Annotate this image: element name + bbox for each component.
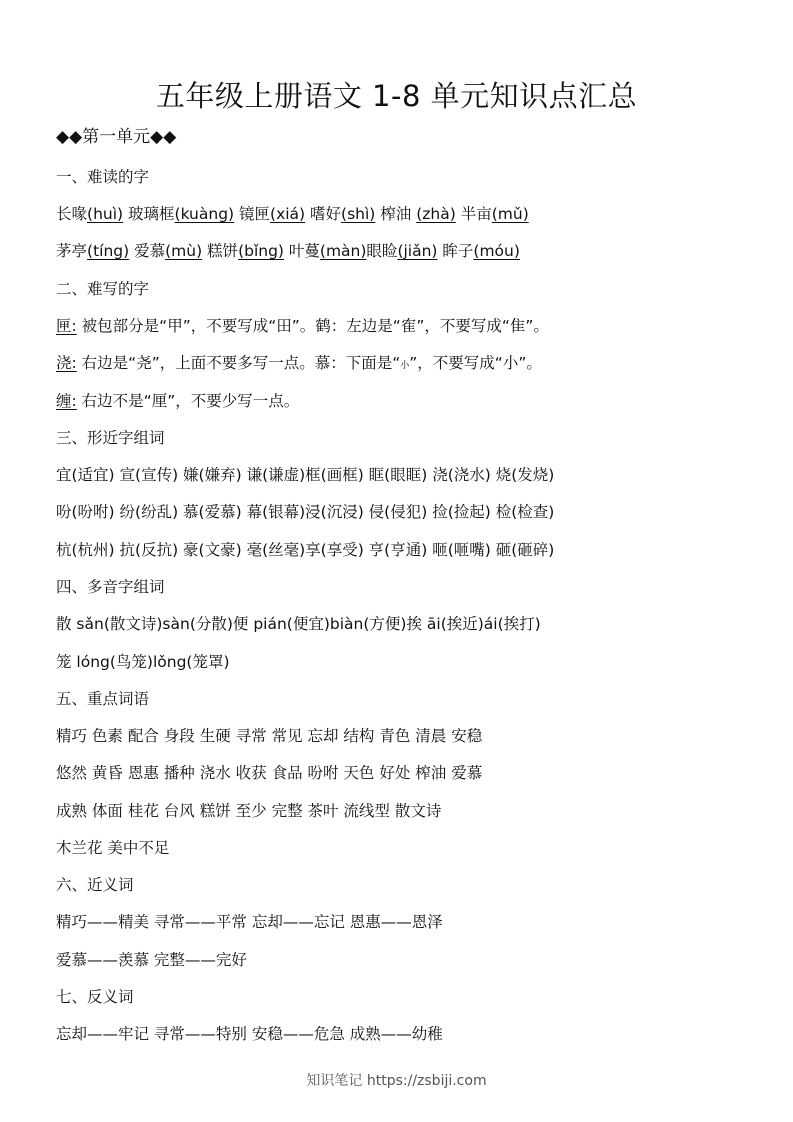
similar-chars-row-3: 杭(杭州) 抗(反抗) 豪(文豪) 毫(丝毫)享(享受) 亨(亨通) 咂(咂嘴) 砸(砸碎): [56, 541, 555, 559]
synonyms-row-1: 精巧——精美 寻常——平常 忘却——忘记 恩惠——恩泽: [56, 913, 443, 931]
page-footer: 知识笔记 https://zsbiji.com: [306, 1073, 487, 1089]
hard-to-write-row-1: 匣: 被包部分是“甲”，不要写成“田”。鹤：左边是“隺”，不要写成“隹”。: [56, 317, 549, 335]
section-heading-synonyms: 六、近义词: [56, 876, 134, 894]
key-words-row-2: 悠然 黄昏 恩惠 播种 浇水 收获 食品 吩咐 天色 好处 榨油 爱慕: [56, 764, 483, 782]
hard-to-write-row-3: 缠: 右边不是“厘”，不要少写一点。: [56, 392, 300, 410]
hard-to-read-row-2: 茅亭(tíng) 爱慕(mù) 糕饼(bǐng) 叶蔓(màn)眼睑(jiǎn) 眸子(móu): [56, 242, 520, 260]
hard-to-read-row-1: 长喙(huì) 玻璃框(kuàng) 镜匣(xiá) 嗜好(shì) 榨油 (zhà) 半亩(mǔ): [56, 205, 529, 223]
synonyms-row-2: 爱慕——羡慕 完整——完好: [56, 951, 247, 969]
section-heading-hard-to-read: 一、难读的字: [56, 168, 150, 186]
polyphones-row-2: 笼 lóng(鸟笼)lǒng(笼罩): [56, 653, 230, 671]
unit-heading: ◆◆第一单元◆◆: [56, 127, 177, 147]
section-heading-similar-chars: 三、形近字组词: [56, 429, 165, 447]
similar-chars-row-2: 吩(吩咐) 纷(纷乱) 慕(爱慕) 幕(银幕)浸(沉浸) 侵(侵犯) 捡(捡起) 检(检查): [56, 503, 555, 521]
section-heading-polyphones: 四、多音字组词: [56, 578, 165, 596]
page-title: 五年级上册语文 1-8 单元知识点汇总: [155, 79, 638, 113]
section-heading-antonyms: 七、反义词: [56, 988, 134, 1006]
section-heading-key-words: 五、重点词语: [56, 690, 150, 708]
hard-to-write-row-2: 浇: 右边是“尧”，上面不要多写一点。慕：下面是“小”，不要写成“小”。: [56, 354, 542, 372]
similar-chars-row-1: 宜(适宜) 宣(宣传) 嫌(嫌弃) 谦(谦虚)框(画框) 眶(眼眶) 浇(浇水) 烧(发烧): [56, 466, 555, 484]
section-heading-hard-to-write: 二、难写的字: [56, 280, 150, 298]
key-words-row-4: 木兰花 美中不足: [56, 839, 170, 857]
antonyms-row-1: 忘却——牢记 寻常——特别 安稳——危急 成熟——幼稚: [56, 1025, 443, 1043]
polyphones-row-1: 散 sǎn(散文诗)sàn(分散)便 pián(便宜)biàn(方便)挨 āi(挨近)ái(挨打): [56, 615, 541, 633]
key-words-row-1: 精巧 色素 配合 身段 生硬 寻常 常见 忘却 结构 青色 清晨 安稳: [56, 727, 483, 745]
key-words-row-3: 成熟 体面 桂花 台风 糕饼 至少 完整 茶叶 流线型 散文诗: [56, 802, 442, 820]
